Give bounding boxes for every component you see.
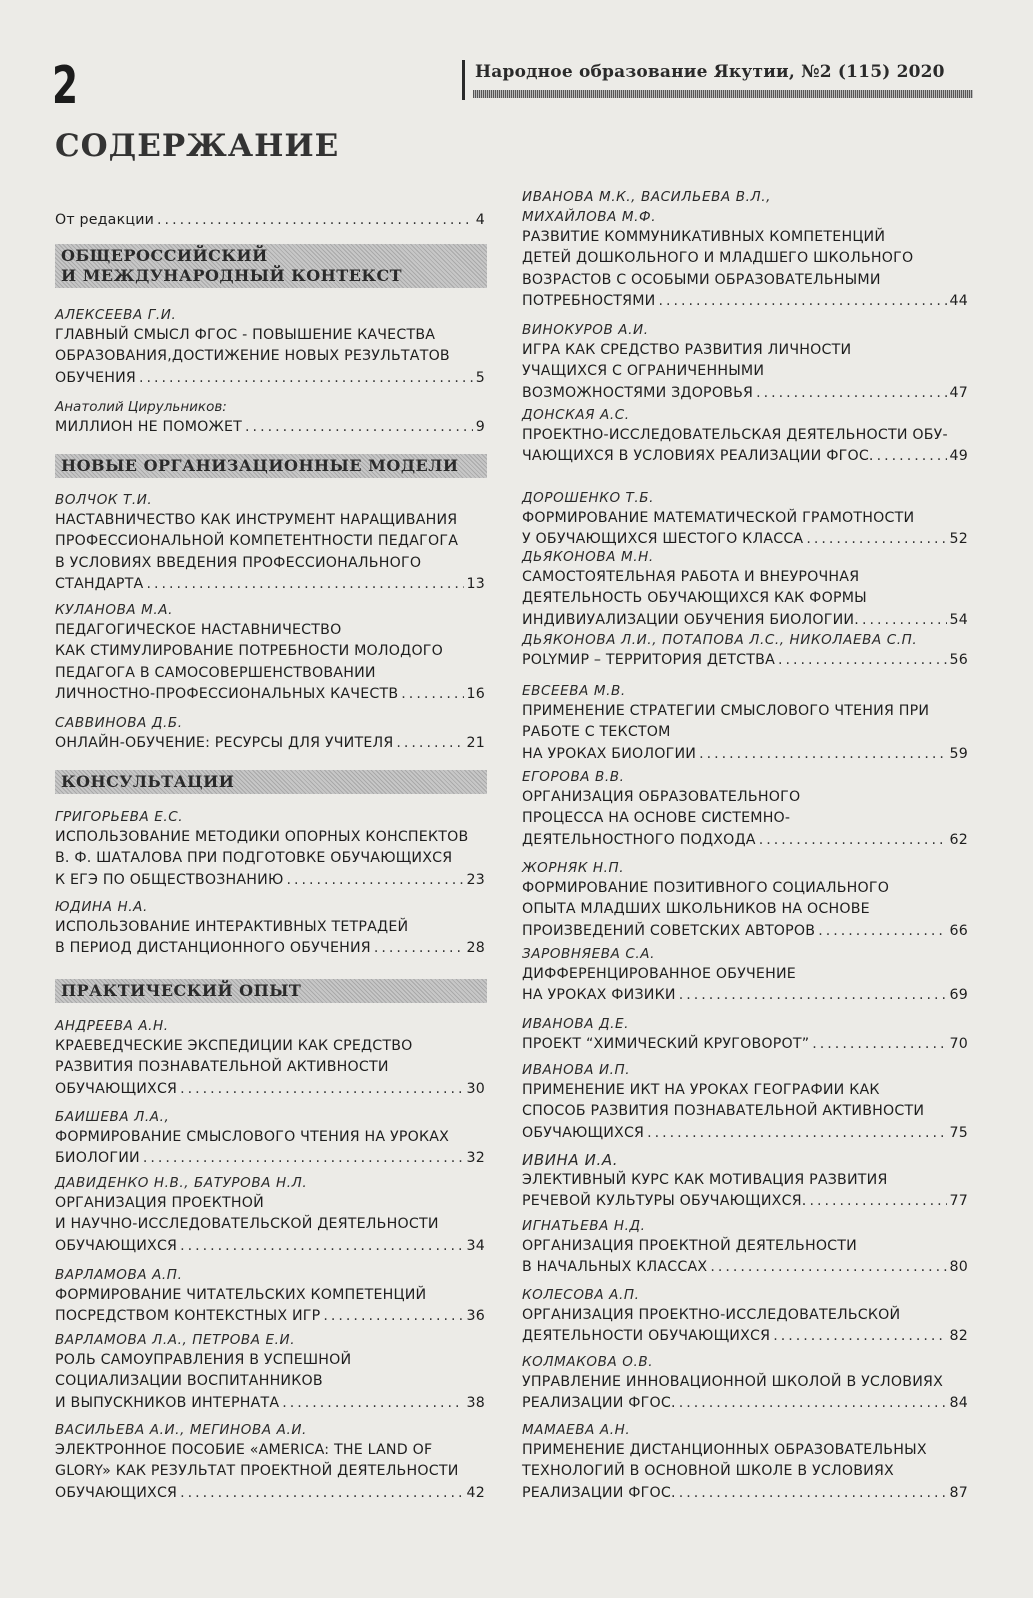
entry-title-last-line [522, 610, 968, 631]
dot-leader [374, 938, 464, 959]
entry-title-line: РАЗВИТИЕ КОММУНИКАТИВНЫХ КОМПЕТЕНЦИЙ [522, 229, 886, 245]
dot-leader [877, 446, 947, 467]
entry-title-last-line [522, 1483, 968, 1504]
toc-entry [522, 488, 968, 551]
dot-leader [286, 870, 463, 891]
entry-author: ВАСИЛЬЕВА А.И., МЕГИНОВА А.И. [55, 1422, 307, 1438]
entry-title-line: В ПЕРИОД ДИСТАНЦИОННОГО ОБУЧЕНИЯ [55, 940, 371, 957]
entry-title-line: РЕАЛИЗАЦИИ ФГОС. [522, 1395, 676, 1412]
toc-entry [522, 681, 968, 765]
entry-page-number: 47 [949, 384, 968, 401]
entry-author: ДЬЯКОНОВА М.Н. [522, 549, 654, 565]
entry-title-last-line [522, 1393, 968, 1414]
entry-title-line: ОБРАЗОВАНИЯ,ДОСТИЖЕНИЕ НОВЫХ РЕЗУЛЬТАТОВ [55, 348, 450, 365]
entry-page-number: 44 [949, 293, 968, 310]
toc-entry [55, 1330, 485, 1414]
entry-page-number: 5 [475, 369, 485, 386]
entry-title-line: У ОБУЧАЮЩИХСЯ ШЕСТОГО КЛАССА [522, 531, 804, 548]
section-heading-line: ОБЩЕРОССИЙСКИЙ [61, 246, 268, 265]
entry-page-number: 16 [466, 686, 485, 703]
entry-title-line: ЧАЮЩИХСЯ В УСЛОВИЯХ РЕАЛИЗАЦИИ ФГОС. [522, 448, 874, 465]
toc-entry [55, 1265, 485, 1328]
dot-leader [396, 733, 463, 754]
entry-author: ДЬЯКОНОВА Л.И., ПОТАПОВА Л.С., НИКОЛАЕВА С.П. [522, 632, 918, 648]
entry-title-line: ИГРА КАК СРЕДСТВО РАЗВИТИЯ ЛИЧНОСТИ [522, 342, 852, 358]
section-heading [55, 770, 487, 794]
toc-entry [55, 210, 485, 231]
toc-entry [55, 600, 485, 706]
entry-title-line: РАЗВИТИЯ ПОЗНАВАТЕЛЬНОЙ АКТИВНОСТИ [55, 1059, 389, 1076]
entry-author: ВОЛЧОК Т.И. [55, 492, 153, 508]
entry-author: ИВАНОВА Д.Е. [522, 1016, 630, 1032]
entry-title-line: ОБУЧЕНИЯ [55, 369, 136, 386]
section-heading-line: КОНСУЛЬТАЦИИ [61, 772, 235, 791]
entry-title-line: ПРОЕКТ “ХИМИЧЕСКИЙ КРУГОВОРОТ” [522, 1036, 810, 1052]
toc-entry [55, 490, 485, 596]
entry-title-line: КАК СТИМУЛИРОВАНИЕ ПОТРЕБНОСТИ МОЛОДОГО [55, 643, 444, 660]
dot-leader [323, 1306, 463, 1327]
entry-author: ЗАРОВНЯЕВА С.А. [522, 946, 656, 962]
entry-title-last-line [55, 368, 485, 389]
entry-title-line: ФОРМИРОВАНИЕ ПОЗИТИВНОГО СОЦИАЛЬНОГО [522, 880, 890, 896]
entry-title-line: ОПЫТА МЛАДШИХ ШКОЛЬНИКОВ НА ОСНОВЕ [522, 901, 870, 918]
dot-leader [809, 1191, 946, 1212]
entry-author: ГРИГОРЬЕВА Е.С. [55, 809, 184, 825]
entry-title-line: ВОЗМОЖНОСТЯМИ ЗДОРОВЬЯ [522, 384, 754, 401]
entry-title-last-line [55, 1148, 485, 1169]
entry-author: ЖОРНЯК Н.П. [522, 860, 625, 876]
entry-title-line: БИОЛОГИИ [55, 1150, 140, 1167]
entry-page-number: 9 [475, 419, 485, 435]
entry-title-last-line [55, 1483, 485, 1504]
entry-title-line: От редакции [55, 212, 155, 228]
toc-entry [55, 305, 485, 389]
entry-title-line: ЛИЧНОСТНО-ПРОФЕССИОНАЛЬНЫХ КАЧЕСТВ [55, 686, 399, 703]
entry-title-line: ОБУЧАЮЩИХСЯ [522, 1124, 645, 1141]
entry-title-last-line [522, 291, 968, 312]
entry-page-number: 77 [949, 1193, 968, 1210]
toc-entry [55, 897, 485, 960]
entry-author: ЮДИНА Н.А. [55, 899, 148, 915]
dot-leader [180, 1483, 463, 1504]
entry-title-last-line [55, 1306, 485, 1327]
entry-page-number: 36 [466, 1308, 485, 1325]
toc-entry [522, 1014, 968, 1055]
entry-author: АЛЕКСЕЕВА Г.И. [55, 307, 177, 323]
entry-page-number: 49 [949, 448, 968, 465]
entry-title-last-line [55, 733, 485, 754]
entry-title-line: ВОЗРАСТОВ С ОСОБЫМИ ОБРАЗОВАТЕЛЬНЫМИ [522, 271, 881, 288]
entry-page-number: 80 [949, 1259, 968, 1276]
entry-title-line: В УСЛОВИЯХ ВВЕДЕНИЯ ПРОФЕССИОНАЛЬНОГО [55, 554, 422, 571]
entry-title-line: КРАЕВЕДЧЕСКИЕ ЭКСПЕДИЦИИ КАК СРЕДСТВО [55, 1038, 413, 1054]
entry-author: КОЛМАКОВА О.В. [522, 1354, 654, 1370]
entry-title-line: СПОСОБ РАЗВИТИЯ ПОЗНАВАТЕЛЬНОЙ АКТИВНОСТИ [522, 1103, 925, 1120]
section-heading-line: ПРАКТИЧЕСКИЙ ОПЫТ [61, 981, 302, 1000]
entry-title-last-line [55, 1236, 485, 1257]
dot-leader [146, 574, 463, 595]
entry-author: САВВИНОВА Д.Б. [55, 715, 183, 731]
entry-title-last-line [522, 1326, 968, 1347]
section-heading [55, 244, 487, 288]
dot-leader [401, 684, 463, 705]
dot-leader [699, 744, 946, 765]
dot-leader [679, 1483, 947, 1504]
dot-leader [679, 985, 947, 1006]
entry-title-last-line [55, 870, 485, 891]
header-rule [473, 90, 973, 98]
entry-title-line: ПОТРЕБНОСТЯМИ [522, 293, 656, 310]
entry-title-last-line [522, 1034, 968, 1055]
toc-entry [522, 405, 968, 468]
toc-entry [55, 713, 485, 754]
toc-entry [522, 858, 968, 942]
entry-author: ВАРЛАМОВА А.П. [55, 1267, 183, 1283]
entry-page-number: 54 [949, 611, 968, 628]
entry-page-number: 38 [466, 1394, 485, 1411]
toc-entry [522, 1216, 968, 1279]
entry-title-line: НА УРОКАХ ФИЗИКИ [522, 987, 676, 1004]
entry-title-line: УЧАЩИХСЯ С ОГРАНИЧЕННЫМИ [522, 363, 765, 380]
entry-page-number: 23 [466, 871, 485, 888]
dot-leader [157, 210, 473, 231]
entry-author: ЕГОРОВА В.В. [522, 769, 625, 785]
entry-title-last-line [522, 1191, 968, 1212]
entry-title-line: ПРИМЕНЕНИЕ СТРАТЕГИИ СМЫСЛОВОГО ЧТЕНИЯ ПРИ [522, 703, 930, 719]
entry-title-line: ФОРМИРОВАНИЕ ЧИТАТЕЛЬСКИХ КОМПЕТЕНЦИЙ [55, 1287, 427, 1303]
entry-author: ДОНСКАЯ А.С. [522, 407, 630, 423]
toc-entry [522, 547, 968, 631]
entry-title-last-line [522, 921, 968, 942]
journal-title: Народное образование Якутии, №2 (115) 2020 [475, 62, 945, 82]
entry-title-line: В НАЧАЛЬНЫХ КЛАССАХ [522, 1259, 708, 1276]
dot-leader [759, 830, 947, 851]
toc-entry [522, 1150, 968, 1213]
entry-title-line: ФОРМИРОВАНИЕ МАТЕМАТИЧЕСКОЙ ГРАМОТНОСТИ [522, 510, 915, 526]
entry-page-number: 32 [466, 1150, 485, 1167]
dot-leader [756, 383, 946, 404]
entry-title-line: МИЛЛИОН НЕ ПОМОЖЕТ [55, 419, 243, 435]
entry-title-line: ДЕТЕЙ ДОШКОЛЬНОГО И МЛАДШЕГО ШКОЛЬНОГО [522, 250, 914, 267]
entry-title-line: ДЕЯТЕЛЬНОСТНОГО ПОДХОДА [522, 831, 756, 848]
entry-title-line: ПЕДАГОГИЧЕСКОЕ НАСТАВНИЧЕСТВО [55, 622, 342, 638]
toc-entry [522, 767, 968, 851]
entry-title-line: ОНЛАЙН-ОБУЧЕНИЕ: РЕСУРСЫ ДЛЯ УЧИТЕЛЯ [55, 735, 394, 751]
entry-title-line: И ВЫПУСКНИКОВ ИНТЕРНАТА [55, 1394, 280, 1411]
entry-page-number: 87 [949, 1484, 968, 1501]
entry-title-last-line [55, 574, 485, 595]
entry-page-number: 62 [949, 831, 968, 848]
entry-title-line: ИСПОЛЬЗОВАНИЕ МЕТОДИКИ ОПОРНЫХ КОНСПЕКТОВ [55, 829, 469, 845]
journal-header [462, 60, 985, 100]
entry-title-line: ОРГАНИЗАЦИЯ ПРОЕКТНОЙ [55, 1195, 264, 1211]
entry-author: ИВАНОВА И.П. [522, 1062, 631, 1078]
entry-author: КОЛЕСОВА А.П. [522, 1287, 640, 1303]
entry-title-line: POLYМИР – ТЕРРИТОРИЯ ДЕТСТВА [522, 652, 775, 668]
toc-title: СОДЕРЖАНИЕ [55, 128, 340, 164]
entry-author: ИВИНА И.А. [522, 1151, 619, 1169]
entry-title-line: РЕЧЕВОЙ КУЛЬТУРЫ ОБУЧАЮЩИХСЯ. [522, 1193, 807, 1210]
entry-title-last-line [522, 985, 968, 1006]
toc-entry [522, 1420, 968, 1504]
entry-title-line: ОРГАНИЗАЦИЯ ПРОЕКТНОЙ ДЕЯТЕЛЬНОСТИ [522, 1238, 857, 1254]
entry-page-number: 56 [949, 652, 968, 668]
dot-leader [862, 610, 947, 631]
entry-title-line: ГЛАВНЫЙ СМЫСЛ ФГОС - ПОВЫШЕНИЕ КАЧЕСТВА [55, 327, 436, 343]
section-heading [55, 454, 487, 478]
entry-title-line: ТЕХНОЛОГИЙ В ОСНОВНОЙ ШКОЛЕ В УСЛОВИЯХ [522, 1463, 894, 1480]
dot-leader [647, 1123, 946, 1144]
entry-page-number: 28 [466, 940, 485, 957]
dot-leader [818, 921, 946, 942]
entry-author: БАИШЕВА Л.А., [55, 1109, 170, 1125]
toc-entry [522, 630, 968, 671]
entry-page-number: 4 [475, 212, 485, 228]
entry-title-line: ПРОЦЕССА НА ОСНОВЕ СИСТЕМНО- [522, 810, 791, 827]
section-heading-line: НОВЫЕ ОРГАНИЗАЦИОННЫЕ МОДЕЛИ [61, 456, 459, 475]
entry-title-last-line [522, 1257, 968, 1278]
section-heading [55, 979, 487, 1003]
entry-title-line: САМОСТОЯТЕЛЬНАЯ РАБОТА И ВНЕУРОЧНАЯ [522, 569, 860, 585]
entry-title-line: ОБУЧАЮЩИХСЯ [55, 1237, 178, 1254]
entry-title-last-line [55, 210, 485, 231]
entry-page-number: 69 [949, 987, 968, 1004]
toc-entry [522, 1060, 968, 1144]
entry-title-line: НА УРОКАХ БИОЛОГИИ [522, 745, 697, 762]
entry-title-line: ФОРМИРОВАНИЕ СМЫСЛОВОГО ЧТЕНИЯ НА УРОКАХ [55, 1129, 450, 1145]
entry-title-last-line [55, 1079, 485, 1100]
entry-author: МИХАЙЛОВА М.Ф. [522, 209, 657, 225]
entry-title-line: GLORY» КАК РЕЗУЛЬТАТ ПРОЕКТНОЙ ДЕЯТЕЛЬНОСТИ [55, 1463, 459, 1480]
entry-author: ДАВИДЕНКО Н.В., БАТУРОВА Н.Л. [55, 1175, 308, 1191]
entry-title-last-line [522, 744, 968, 765]
entry-page-number: 30 [466, 1080, 485, 1097]
entry-page-number: 34 [466, 1237, 485, 1254]
entry-page-number: 52 [949, 531, 968, 548]
entry-title-last-line [55, 684, 485, 705]
entry-title-line: ИНДИВИУАЛИЗАЦИИ ОБУЧЕНИЯ БИОЛОГИИ. [522, 611, 859, 628]
entry-title-line: НАСТАВНИЧЕСТВО КАК ИНСТРУМЕНТ НАРАЩИВАНИЯ [55, 512, 458, 528]
dot-leader [710, 1257, 946, 1278]
page-number: 2 [52, 56, 79, 116]
dot-leader [139, 368, 473, 389]
entry-page-number: 75 [949, 1124, 968, 1141]
entry-title-line: РЕАЛИЗАЦИИ ФГОС. [522, 1484, 676, 1501]
entry-title-last-line [55, 1393, 485, 1414]
dot-leader [679, 1393, 947, 1414]
entry-title-line: ЭЛЕКТРОННОЕ ПОСОБИЕ «AMERICA: THE LAND OF [55, 1442, 433, 1458]
entry-author: ИВАНОВА М.К., ВАСИЛЬЕВА В.Л., [522, 189, 771, 205]
entry-author: ЕВСЕЕВА М.В. [522, 683, 626, 699]
entry-title-line: ОБУЧАЮЩИХСЯ [55, 1484, 178, 1501]
entry-title-last-line [522, 830, 968, 851]
entry-title-line: ПРОФЕССИОНАЛЬНОЙ КОМПЕТЕНТНОСТИ ПЕДАГОГА [55, 533, 459, 550]
toc-entry [55, 397, 485, 438]
entry-title-line: В. Ф. ШАТАЛОВА ПРИ ПОДГОТОВКЕ ОБУЧАЮЩИХСЯ [55, 850, 453, 867]
entry-title-line: ПРОИЗВЕДЕНИЙ СОВЕТСКИХ АВТОРОВ [522, 922, 816, 939]
entry-page-number: 59 [949, 745, 968, 762]
entry-title-line: СОЦИАЛИЗАЦИИ ВОСПИТАННИКОВ [55, 1373, 323, 1390]
toc-entry [522, 320, 968, 404]
entry-title-line: ДЕЯТЕЛЬНОСТЬ ОБУЧАЮЩИХСЯ КАК ФОРМЫ [522, 590, 867, 607]
entry-title-line: РАБОТЕ С ТЕКСТОМ [522, 724, 671, 741]
toc-entry [55, 1016, 485, 1100]
entry-title-line: ПОСРЕДСТВОМ КОНТЕКСТНЫХ ИГР [55, 1308, 321, 1325]
toc-entry [55, 807, 485, 891]
dot-leader [180, 1079, 463, 1100]
entry-page-number: 82 [949, 1328, 968, 1345]
toc-entry [55, 1173, 485, 1257]
entry-author: КУЛАНОВА М.А. [55, 602, 174, 618]
dot-leader [143, 1148, 464, 1169]
entry-title-line: ПРИМЕНЕНИЕ ДИСТАНЦИОННЫХ ОБРАЗОВАТЕЛЬНЫХ [522, 1442, 927, 1458]
entry-title-line: ПЕДАГОГА В САМОСОВЕРШЕНСТВОВАНИИ [55, 664, 376, 681]
entry-title-line: СТАНДАРТА [55, 576, 144, 593]
entry-page-number: 66 [949, 922, 968, 939]
entry-author: ВИНОКУРОВ А.И. [522, 322, 649, 338]
dot-leader [282, 1393, 463, 1414]
toc-entry [55, 1420, 485, 1504]
entry-title-line: ОРГАНИЗАЦИЯ ПРОЕКТНО-ИССЛЕДОВАТЕЛЬСКОЙ [522, 1307, 901, 1323]
entry-title-line: ОРГАНИЗАЦИЯ ОБРАЗОВАТЕЛЬНОГО [522, 789, 801, 805]
entry-author: ИГНАТЬЕВА Н.Д. [522, 1218, 646, 1234]
entry-title-line: ИСПОЛЬЗОВАНИЕ ИНТЕРАКТИВНЫХ ТЕТРАДЕЙ [55, 919, 409, 935]
entry-title-last-line [522, 383, 968, 404]
entry-author: ВАРЛАМОВА Л.А., ПЕТРОВА Е.И. [55, 1332, 296, 1348]
section-heading-line: И МЕЖДУНАРОДНЫЙ КОНТЕКСТ [61, 266, 403, 285]
entry-author: МАМАЕВА А.Н. [522, 1422, 631, 1438]
entry-title-line: ПРИМЕНЕНИЕ ИКТ НА УРОКАХ ГЕОГРАФИИ КАК [522, 1082, 880, 1098]
entry-page-number: 84 [949, 1395, 968, 1412]
dot-leader [773, 1326, 946, 1347]
toc-entry [522, 1285, 968, 1348]
entry-title-line: ПРОЕКТНО-ИССЛЕДОВАТЕЛЬСКАЯ ДЕЯТЕЛЬНОСТИ ОБУ- [522, 427, 948, 443]
toc-entry [55, 1107, 485, 1170]
dot-leader [778, 650, 947, 671]
entry-title-line: ЭЛЕКТИВНЫЙ КУРС КАК МОТИВАЦИЯ РАЗВИТИЯ [522, 1172, 888, 1188]
entry-title-line: ДИФФЕРЕНЦИРОВАННОЕ ОБУЧЕНИЕ [522, 966, 796, 982]
entry-title-line: ДЕЯТЕЛЬНОСТИ ОБУЧАЮЩИХСЯ [522, 1328, 771, 1345]
entry-author: Анатолий Цирульников: [55, 399, 227, 415]
dot-leader [180, 1236, 463, 1257]
dot-leader [245, 417, 473, 438]
entry-title-last-line [522, 650, 968, 671]
entry-title-last-line [522, 1123, 968, 1144]
entry-author: ДОРОШЕНКО Т.Б. [522, 490, 655, 506]
entry-title-line: РОЛЬ САМОУПРАВЛЕНИЯ В УСПЕШНОЙ [55, 1352, 352, 1368]
entry-title-last-line [55, 938, 485, 959]
entry-author: АНДРЕЕВА А.Н. [55, 1018, 169, 1034]
entry-title-line: И НАУЧНО-ИССЛЕДОВАТЕЛЬСКОЙ ДЕЯТЕЛЬНОСТИ [55, 1216, 439, 1233]
entry-title-last-line [55, 417, 485, 438]
entry-title-line: ОБУЧАЮЩИХСЯ [55, 1080, 178, 1097]
entry-page-number: 13 [466, 576, 485, 593]
toc-entry [522, 187, 968, 313]
entry-page-number: 70 [949, 1036, 968, 1052]
entry-page-number: 42 [466, 1484, 485, 1501]
entry-title-last-line [522, 446, 968, 467]
entry-title-line: К ЕГЭ ПО ОБЩЕСТВОЗНАНИЮ [55, 871, 284, 888]
dot-leader [812, 1034, 946, 1055]
entry-title-line: УПРАВЛЕНИЕ ИННОВАЦИОННОЙ ШКОЛОЙ В УСЛОВИЯХ [522, 1374, 943, 1390]
toc-entry [522, 1352, 968, 1415]
entry-page-number: 21 [466, 735, 485, 751]
dot-leader [658, 291, 946, 312]
toc-entry [522, 944, 968, 1007]
